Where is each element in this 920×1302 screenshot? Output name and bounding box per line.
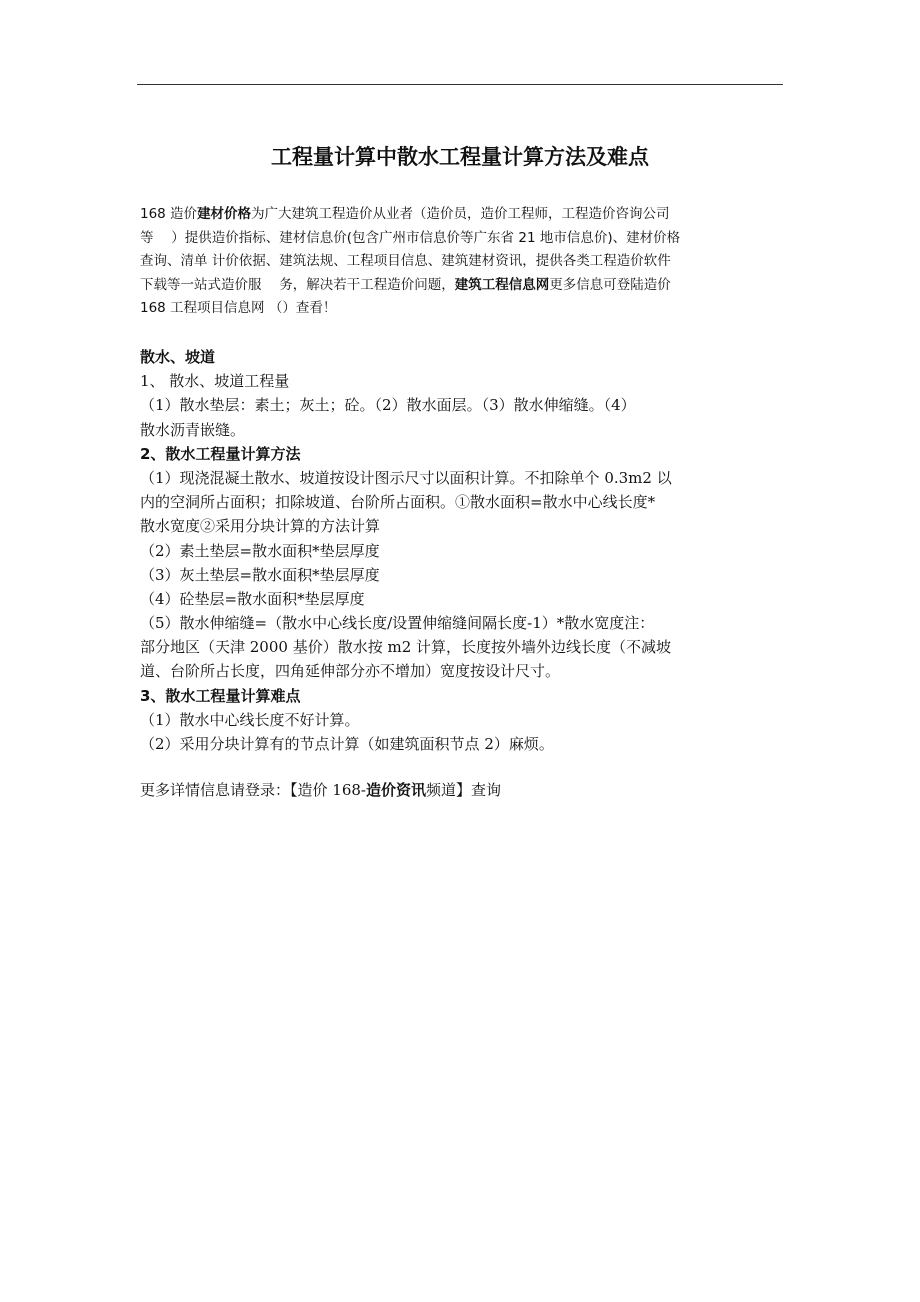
section-heading: 散水、坡道 — [140, 348, 216, 366]
intro-line-3: 查询、清单 计价依据、建筑法规、工程项目信息、建筑建材资讯，提供各类工程造价软件 — [140, 253, 671, 269]
intro-line-4: 下载等一站式造价服 务，解决若干工程造价问题，建筑工程信息网更多信息可登陆造价 — [140, 276, 671, 293]
body-line: 散水宽度②采用分块计算的方法计算 — [140, 517, 381, 536]
intro-paragraph — [140, 203, 785, 321]
section-heading: 2、散水工程量计算方法 — [140, 444, 301, 463]
body-line: （3）灰土垫层=散水面积*垫层厚度 — [140, 565, 380, 584]
body-line: （4）砼垫层=散水面积*垫层厚度 — [140, 589, 365, 608]
body-line: （5）散水伸缩缝=（散水中心线长度/设置伸缩缝间隔长度-1）*散水宽度注： — [140, 614, 655, 633]
body-line: （1）散水中心线长度不好计算。 — [140, 710, 360, 729]
body-line: 散水沥青嵌缝。 — [140, 420, 246, 439]
construction-info-link[interactable]: 建筑工程信息网 — [454, 276, 550, 293]
footer-line: 更多详情信息请登录：【造价 168-造价资讯频道】查询 — [140, 781, 501, 799]
intro-line-2: 等 ）提供造价指标、建材信息价(包含广州市信息价等广东省 21 地市信息价)、建材价格 — [140, 229, 681, 246]
body-section — [140, 345, 785, 756]
section-heading: 3、散水工程量计算难点 — [140, 686, 301, 705]
body-line: 道、台阶所占长度，四角延伸部分亦不增加）宽度按设计尺寸。 — [140, 662, 561, 681]
price-news-channel-link[interactable]: 造价资讯 — [365, 781, 426, 799]
body-line: （2）素土垫层=散水面积*垫层厚度 — [140, 541, 380, 560]
intro-line-5: 168 工程项目信息网 （）查看！ — [140, 300, 337, 316]
body-line: 部分地区（天津 2000 基价）散水按 m2 计算，长度按外墙外边线长度（不减坡 — [140, 638, 672, 657]
header-rule — [137, 84, 783, 85]
body-line: （2）采用分块计算有的节点计算（如建筑面积节点 2）麻烦。 — [140, 735, 554, 753]
body-line: （1）现浇混凝土散水、坡道按设计图示尺寸以面积计算。不扣除单个 0.3m2 以 — [140, 468, 672, 487]
document-title: 工程量计算中散水工程量计算方法及难点 — [271, 144, 649, 169]
building-material-price-link[interactable]: 建材价格 — [197, 206, 252, 222]
body-line: 内的空洞所占面积；扣除坡道、台阶所占面积。①散水面积=散水中心线长度* — [140, 493, 656, 512]
body-line: （1）散水垫层：素土；灰土；砼。（2）散水面层。（3）散水伸缩缝。（4） — [140, 396, 636, 415]
intro-line-1: 168 造价建材价格为广大建筑工程造价从业者（造价员，造价工程师，工程造价咨询公司 — [140, 206, 670, 222]
body-line: 1、 散水、坡道工程量 — [140, 372, 290, 391]
